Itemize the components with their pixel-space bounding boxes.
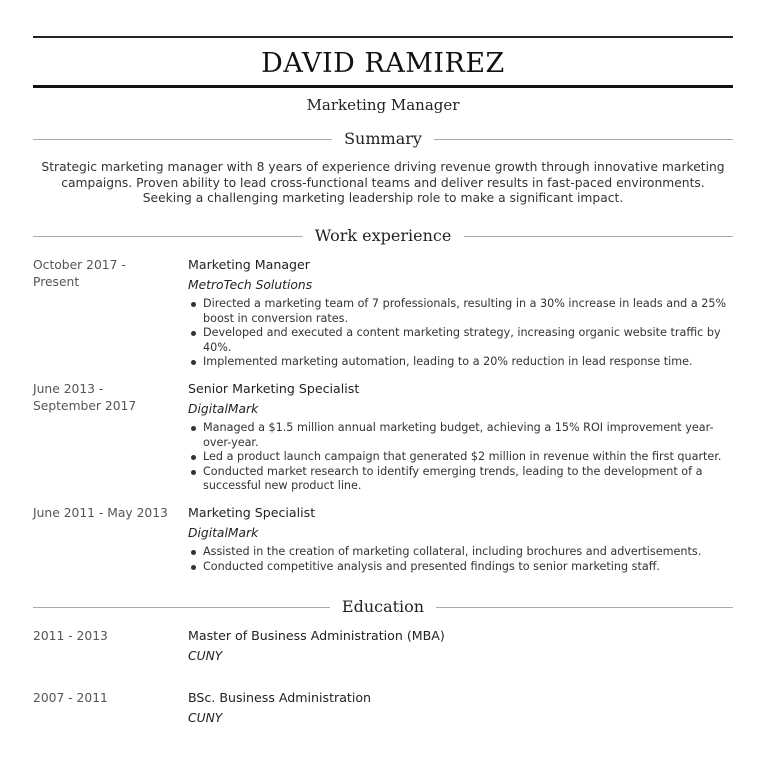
experience-bullet: Assisted in the creation of marketing collateral, including brochures and advertisements. <box>188 545 733 560</box>
section-heading-label: Work experience <box>303 226 464 246</box>
candidate-name: DAVID RAMIREZ <box>261 48 505 79</box>
experience-company: DigitalMark <box>188 401 259 416</box>
experience-bullet: Developed and executed a content marketing strategy, increasing organic website traffic by 40%. <box>188 326 733 355</box>
experience-bullet: Led a product launch campaign that generated $2 million in revenue within the first quarter. <box>188 450 733 465</box>
experience-company: DigitalMark <box>188 525 259 540</box>
section-heading-label: Education <box>330 597 436 617</box>
summary-text: Strategic marketing manager with 8 years of experience driving revenue growth through innovative marketing campaigns. Proven ability to lead cross-functional teams and deliver results in fast-paced environments. Seeking a challenging marketing leadership role to make a significant impact. <box>41 160 725 205</box>
experience-bullet: Conducted market research to identify emerging trends, leading to the development of a successful new product line. <box>188 465 733 494</box>
education-dates: 2011 - 2013 <box>33 629 108 643</box>
header-bottom-rule <box>33 85 733 88</box>
experience-bullets <box>188 421 733 494</box>
experience-bullet: Conducted competitive analysis and presented findings to senior marketing staff. <box>188 560 733 575</box>
education-school: CUNY <box>188 710 223 725</box>
section-heading-label: Summary <box>332 129 434 149</box>
experience-role: Marketing Manager <box>188 257 310 272</box>
education-degree: BSc. Business Administration <box>188 690 372 705</box>
education-dates: 2007 - 2011 <box>33 691 108 705</box>
header-top-rule <box>33 36 733 38</box>
education-section-heading <box>33 597 733 617</box>
education-degree: Master of Business Administration (MBA) <box>188 628 445 643</box>
experience-role: Senior Marketing Specialist <box>188 381 360 396</box>
experience-details <box>188 257 733 370</box>
experience-bullet: Directed a marketing team of 7 professionals, resulting in a 30% increase in leads and a 25% boost in conversion rates. <box>188 297 733 326</box>
experience-section-heading <box>33 226 733 246</box>
experience-bullets <box>188 297 733 370</box>
experience-bullet: Implemented marketing automation, leading to a 20% reduction in lead response time. <box>188 355 733 370</box>
experience-role: Marketing Specialist <box>188 505 316 520</box>
experience-details <box>188 505 733 574</box>
experience-bullet: Managed a $1.5 million annual marketing budget, achieving a 15% ROI improvement year-over-year. <box>188 421 733 450</box>
education-details <box>188 690 733 726</box>
candidate-title: Marketing Manager <box>306 96 460 114</box>
summary-section-heading <box>33 129 733 149</box>
experience-dates: June 2011 - May 2013 <box>33 506 168 520</box>
education-details <box>188 628 733 664</box>
experience-company: MetroTech Solutions <box>188 277 313 292</box>
experience-dates: October 2017 - Present <box>33 258 126 289</box>
experience-bullets <box>188 545 733 574</box>
experience-details <box>188 381 733 494</box>
experience-dates: June 2013 - September 2017 <box>33 382 137 413</box>
education-school: CUNY <box>188 648 223 663</box>
